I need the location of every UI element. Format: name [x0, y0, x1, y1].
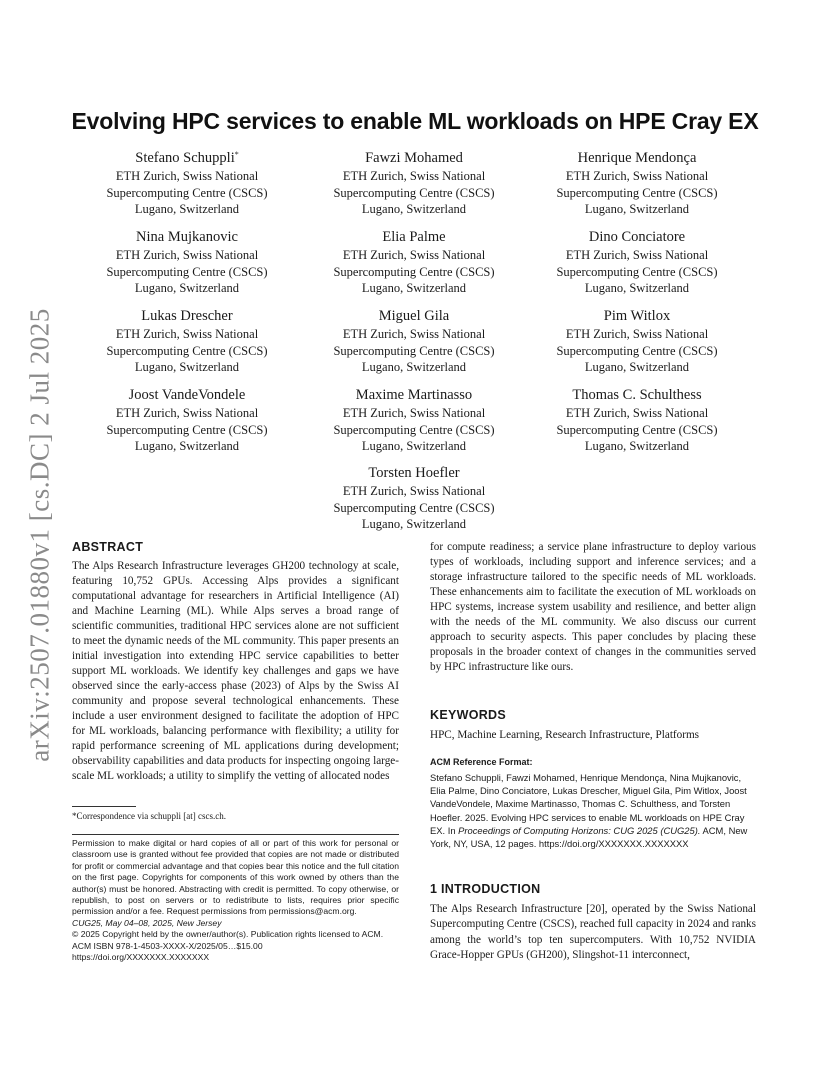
isbn-line: ACM ISBN 978-1-4503-XXXX-X/2025/05…$15.00 — [72, 940, 263, 951]
author-affiliation-line1: ETH Zurich, Swiss National — [342, 248, 486, 263]
author-affiliation-line3: Lugano, Switzerland — [134, 201, 240, 216]
author-affiliation-line2: Supercomputing Centre (CSCS) — [106, 264, 268, 279]
author-affiliation-line2: Supercomputing Centre (CSCS) — [333, 500, 495, 515]
author-affiliation-line2: Supercomputing Centre (CSCS) — [106, 343, 268, 358]
abstract-text-right: for compute readiness; a service plane infrastructure to deploy various types of workloads, including support and inference services; and a storage infrastructure tailored to the specific needs of ML workloads. These enhancements aim to facilitate the execution of ML workloads on HPC systems, increase system usability and resilience, and better align with the needs of the ML community. We also discuss our current approach to security aspects. This paper concludes by placing these proposals in the broader context of changes in the communities served by HPC infrastructure like ours. — [430, 541, 756, 673]
introduction-heading: 1 INTRODUCTION — [430, 882, 541, 896]
arxiv-identifier: arXiv:2507.01880v1 [cs.DC] 2 Jul 2025 — [24, 308, 55, 762]
author-affiliation-line1: ETH Zurich, Swiss National — [115, 169, 259, 184]
author-block — [527, 384, 747, 454]
author-name: Joost VandeVondele — [128, 387, 246, 404]
author-name: Stefano Schuppli — [135, 150, 235, 167]
author-name: Miguel Gila — [378, 308, 450, 325]
permission-rule — [72, 834, 399, 835]
author-block — [304, 462, 524, 532]
author-name: Elia Palme — [382, 229, 446, 246]
author-affiliation-line3: Lugano, Switzerland — [584, 438, 690, 453]
author-block — [304, 226, 524, 296]
author-affiliation-line1: ETH Zurich, Swiss National — [115, 248, 259, 263]
author-affiliation-line2: Supercomputing Centre (CSCS) — [556, 185, 718, 200]
author-affiliation-line3: Lugano, Switzerland — [361, 438, 467, 453]
author-affiliation-line1: ETH Zurich, Swiss National — [342, 406, 486, 421]
author-affiliation-line2: Supercomputing Centre (CSCS) — [106, 422, 268, 437]
author-name: Lukas Drescher — [141, 308, 233, 325]
author-affiliation-line1: ETH Zurich, Swiss National — [565, 406, 709, 421]
author-affiliation-line3: Lugano, Switzerland — [361, 516, 467, 531]
author-affiliation-line2: Supercomputing Centre (CSCS) — [333, 185, 495, 200]
author-affiliation-line1: ETH Zurich, Swiss National — [342, 327, 486, 342]
author-block — [77, 384, 297, 454]
doi-line: https://doi.org/XXXXXXX.XXXXXXX — [72, 952, 210, 963]
author-name: Torsten Hoefler — [368, 465, 460, 482]
author-affiliation-line2: Supercomputing Centre (CSCS) — [556, 422, 718, 437]
introduction-text: The Alps Research Infrastructure [20], operated by the Swiss National Supercomputing Centre (CSCS), reached full capacity in 2024 and ranks among the world’s top ten supercomputers. With 10,752 NVIDIA Grace-Hopper GPUs (GH200), Slingshot-11 interconnect, — [430, 903, 756, 962]
footnote-rule — [72, 806, 136, 807]
author-affiliation-line3: Lugano, Switzerland — [134, 280, 240, 295]
acm-reference-text — [430, 771, 758, 850]
author-name: Henrique Mendonça — [577, 150, 697, 167]
author-affiliation-line1: ETH Zurich, Swiss National — [565, 248, 709, 263]
author-mark: * — [234, 150, 239, 159]
keywords-text: HPC, Machine Learning, Research Infrastructure, Platforms — [430, 729, 700, 741]
author-block — [527, 226, 747, 296]
copyright-line: © 2025 Copyright held by the owner/author(s). Publication rights licensed to ACM. — [72, 929, 384, 940]
permission-block — [72, 838, 399, 963]
author-affiliation-line2: Supercomputing Centre (CSCS) — [333, 264, 495, 279]
author-affiliation-line3: Lugano, Switzerland — [584, 201, 690, 216]
author-block — [304, 305, 524, 375]
author-block — [304, 147, 524, 217]
author-name: Dino Conciatore — [588, 229, 686, 246]
author-affiliation-line1: ETH Zurich, Swiss National — [342, 169, 486, 184]
author-block — [527, 305, 747, 375]
author-affiliation-line3: Lugano, Switzerland — [361, 359, 467, 374]
author-block — [527, 147, 747, 217]
author-affiliation-line1: ETH Zurich, Swiss National — [342, 484, 486, 499]
conference-info: CUG25, May 04–08, 2025, New Jersey — [72, 917, 222, 928]
author-affiliation-line2: Supercomputing Centre (CSCS) — [333, 422, 495, 437]
arxiv-sidebar-stamp — [22, 300, 58, 770]
author-affiliation-line2: Supercomputing Centre (CSCS) — [333, 343, 495, 358]
correspondence-footnote: *Correspondence via schuppli [at] cscs.ch. — [72, 811, 226, 821]
abstract-column-left — [72, 540, 399, 784]
acm-reference-rest: ACM, New York, NY, USA, 12 pages. https://doi.org/XXXXXXX.XXXXXXX — [430, 824, 748, 850]
acm-reference-authors: Stefano Schuppli, Fawzi Mohamed, Henrique Mendonça, Nina Mujkanovic, Elia Palme, Dino Conciatore, Lukas Drescher, Miguel Gila, Pim Witlox, Joost VandeVondele, Maxime Martinasso, Thomas C. Schulthess, and Torsten Hoefler. 2025. Evolving HPC services to enable ML workloads on HPE Cray EX. In — [430, 772, 747, 836]
acm-reference-heading: ACM Reference Format: — [430, 757, 533, 767]
author-affiliation-line2: Supercomputing Centre (CSCS) — [556, 264, 718, 279]
abstract-column-right — [430, 540, 756, 675]
author-block — [77, 226, 297, 296]
author-name: Thomas C. Schulthess — [572, 387, 702, 404]
keywords-heading: KEYWORDS — [430, 708, 507, 722]
author-affiliation-line3: Lugano, Switzerland — [361, 280, 467, 295]
author-name: Nina Mujkanovic — [136, 229, 238, 246]
author-affiliation-line3: Lugano, Switzerland — [584, 280, 690, 295]
author-name: Maxime Martinasso — [355, 387, 473, 404]
author-affiliation-line3: Lugano, Switzerland — [134, 359, 240, 374]
author-affiliation-line3: Lugano, Switzerland — [134, 438, 240, 453]
permission-text: Permission to make digital or hard copies of all or part of this work for personal or classroom use is granted without fee provided that copies are not made or distributed for profit or commercial advantage and that copies bear this notice and the full citation on the first page. Copyrights for components of this work owned by others than the author(s) must be honored. Abstracting with credit is permitted. To copy otherwise, or republish, to post on servers or to redistribute to lists, requires prior specific permission and/or a fee. Request permissions from permissions@acm.org. — [72, 838, 399, 917]
author-name: Fawzi Mohamed — [365, 150, 463, 167]
abstract-heading: ABSTRACT — [72, 540, 144, 554]
abstract-text-left: The Alps Research Infrastructure leverages GH200 technology at scale, featuring 10,752 GPUs. Accessing Alps provides a significant computational advantage for researchers in Artificial Intelligence (AI) and Machine Learning (ML). While Alps serves a broad range of scientific communities, traditional HPC services alone are not sufficient to meet the dynamic needs of the ML community. This paper presents an initial investigation into extending HPC service capabilities to better support ML workloads. We identify key challenges and gaps we have observed since the early-access phase (2023) of Alps by the Swiss AI community and propose several technological enhancements. These include a user environment designed to facilitate the adoption of HPC for ML workloads, balancing performance with flexibility; a utility for rapid performance screening of ML applications during development; observability capabilities and data products for inspecting ongoing large-scale ML workloads; a utility to simplify the vetting of allocated nodes — [72, 560, 399, 782]
acm-reference-proceedings: Proceedings of Computing Horizons: CUG 2025 (CUG25). — [458, 824, 701, 836]
author-affiliation-line2: Supercomputing Centre (CSCS) — [556, 343, 718, 358]
author-affiliation-line1: ETH Zurich, Swiss National — [565, 327, 709, 342]
author-name: Pim Witlox — [603, 308, 671, 325]
author-affiliation-line3: Lugano, Switzerland — [584, 359, 690, 374]
author-affiliation-line3: Lugano, Switzerland — [361, 201, 467, 216]
author-affiliation-line1: ETH Zurich, Swiss National — [115, 327, 259, 342]
author-affiliation-line1: ETH Zurich, Swiss National — [115, 406, 259, 421]
author-block — [77, 305, 297, 375]
author-block — [304, 384, 524, 454]
paper-title: Evolving HPC services to enable ML workloads on HPE Cray EX — [71, 108, 759, 134]
author-affiliation-line2: Supercomputing Centre (CSCS) — [106, 185, 268, 200]
author-block — [77, 147, 297, 217]
author-affiliation-line1: ETH Zurich, Swiss National — [565, 169, 709, 184]
